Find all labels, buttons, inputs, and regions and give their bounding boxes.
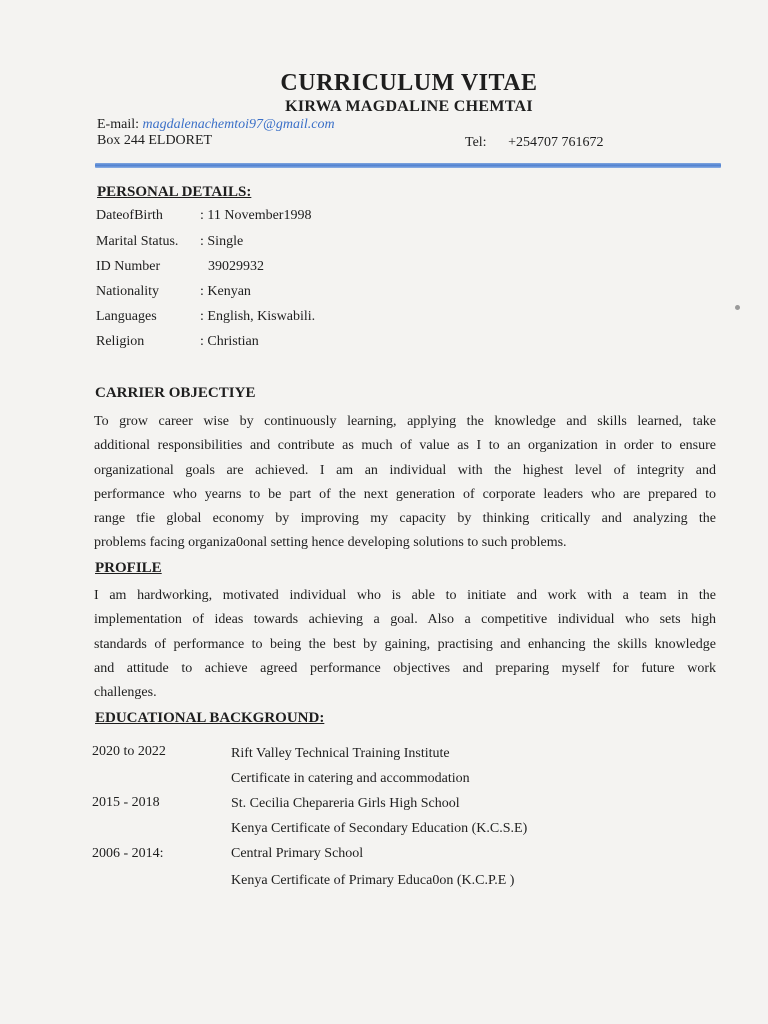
tel-number: +254707 761672: [508, 135, 604, 150]
profile-heading: PROFILE: [95, 560, 162, 576]
personal-label: Religion: [96, 334, 145, 349]
personal-label: DateofBirth: [96, 208, 163, 223]
telephone-line: [465, 135, 603, 151]
header-divider: [95, 163, 721, 168]
education-years: 2015 - 2018: [92, 795, 160, 810]
tel-label: Tel:: [465, 135, 487, 150]
education-years: 2006 - 2014:: [92, 846, 164, 861]
personal-details-heading: PERSONAL DETAILS:: [97, 184, 252, 200]
personal-row: [96, 234, 243, 250]
profile-line: and attitude to achieve agreed performance objectives and preparing myself for future work: [94, 660, 716, 676]
email-label: E-mail:: [97, 117, 139, 132]
objective-paragraph: [94, 410, 716, 556]
profile-line: challenges.: [94, 685, 157, 701]
personal-label: Marital Status.: [96, 234, 179, 249]
personal-row: [96, 259, 264, 275]
personal-row: [96, 334, 259, 350]
profile-line: standards of performance to being the best by gaining, practising and enhancing the skills knowledge: [94, 636, 716, 652]
personal-row: [96, 309, 315, 325]
personal-value: : English, Kiswabili.: [200, 309, 316, 324]
personal-value: 39029932: [208, 259, 264, 274]
objective-line: range tfie global economy by improving my capacity by thinking critically and analyzing the: [94, 511, 716, 527]
education-award: Kenya Certificate of Primary Educa0on (K.C.P.E ): [231, 873, 515, 888]
education-award: Certificate in catering and accommodation: [231, 771, 470, 786]
personal-value: : 11 November1998: [200, 208, 312, 223]
postal-address: Box 244 ELDORET: [97, 133, 213, 148]
education-school: Central Primary School: [231, 846, 364, 861]
paper-speck: [735, 305, 740, 310]
education-school: St. Cecilia Chepareria Girls High School: [231, 796, 460, 811]
objective-line: additional responsibilities and contribute as much of value as I to an organization in order to ensure: [94, 438, 716, 454]
personal-row: [96, 208, 311, 224]
personal-label: Nationality: [96, 284, 159, 299]
profile-line: implementation of ideas towards achieving a goal. Also a competitive individual who sets high: [94, 612, 716, 628]
objective-line: To grow career wise by continuously learning, applying the knowledge and skills learned, take: [94, 414, 716, 429]
profile-line: I am hardworking, motivated individual who is able to initiate and work with a team in the: [94, 588, 716, 603]
objective-heading: CARRIER OBJECTIYE: [95, 385, 256, 401]
profile-paragraph: [94, 584, 716, 705]
objective-line: organizational goals are achieved. I am an individual with the highest level of integrity and: [94, 462, 716, 478]
personal-label: ID Number: [96, 259, 161, 274]
applicant-name: KIRWA MAGDALINE CHEMTAI: [285, 98, 533, 115]
education-award: Kenya Certificate of Secondary Education (K.C.S.E): [231, 821, 528, 836]
personal-value: : Kenyan: [200, 284, 251, 299]
email-link[interactable]: magdalenachemtoi97@gmail.com: [142, 117, 335, 132]
personal-label: Languages: [96, 309, 157, 324]
personal-value: : Single: [200, 234, 244, 249]
email-line: [97, 117, 335, 133]
objective-line: performance who yearns to be part of the next generation of corporate leaders who are prepared to: [94, 486, 716, 502]
education-heading: EDUCATIONAL BACKGROUND:: [95, 710, 325, 726]
personal-value: : Christian: [200, 334, 259, 349]
education-years: 2020 to 2022: [92, 744, 166, 759]
personal-row: [96, 284, 251, 300]
document-title: CURRICULUM VITAE: [280, 70, 538, 96]
objective-line: problems facing organiza0onal setting hence developing solutions to such problems.: [94, 535, 567, 551]
education-school: Rift Valley Technical Training Institute: [231, 746, 450, 761]
